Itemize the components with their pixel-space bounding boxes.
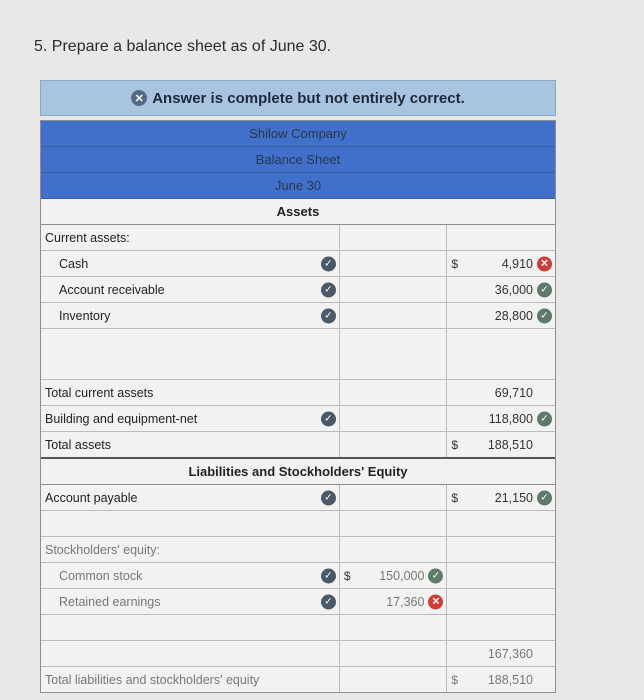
table-row — [41, 641, 555, 667]
correct-icon: ✓ — [321, 568, 336, 583]
inventory-col2[interactable] — [340, 303, 448, 328]
statement-date: June 30 — [41, 173, 555, 199]
ar-amount-field[interactable]: 36,000 ✓ — [447, 277, 555, 302]
correct-icon: ✓ — [321, 490, 336, 505]
inventory-amount-field[interactable]: 28,800 ✓ — [447, 303, 555, 328]
correct-icon: ✓ — [537, 411, 552, 426]
cs-amount-field[interactable]: $ 150,000 ✓ — [340, 563, 448, 588]
correct-icon: ✓ — [321, 411, 336, 426]
blank-account-select[interactable] — [41, 329, 340, 379]
company-name: Shilow Company — [41, 121, 555, 147]
banner-text: Answer is complete but not entirely correct. — [152, 89, 465, 107]
table-row — [41, 667, 555, 692]
cash-col2[interactable] — [340, 251, 448, 276]
total-current-assets-value: 69,710 — [494, 385, 533, 400]
table-row — [41, 511, 555, 537]
current-assets-label: Current assets: — [41, 225, 340, 250]
total-current-assets-label: Total current assets — [41, 380, 340, 405]
incorrect-icon: ✕ — [131, 90, 147, 106]
table-row — [41, 537, 555, 563]
incorrect-icon: ✕ — [537, 256, 552, 271]
re-amount-field[interactable]: 17,360 ✕ — [340, 589, 448, 614]
table-row — [41, 589, 555, 615]
correct-icon: ✓ — [321, 308, 336, 323]
re-account-select[interactable]: Retained earnings ✓ — [41, 589, 340, 614]
building-amount-field[interactable]: 118,800 ✓ — [447, 406, 555, 431]
ap-amount-field[interactable]: $ 21,150 ✓ — [447, 485, 555, 510]
se-total-value: 167,360 — [487, 646, 533, 661]
correct-icon: ✓ — [321, 282, 336, 297]
liabilities-heading: Liabilities and Stockholders' Equity — [41, 459, 555, 485]
correct-icon: ✓ — [537, 308, 552, 323]
correct-icon: ✓ — [321, 256, 336, 271]
table-row — [41, 277, 555, 303]
table-row — [41, 251, 555, 277]
total-assets-label: Total assets — [41, 432, 340, 457]
balance-sheet — [40, 120, 556, 693]
total-le-value: $ 188,510 — [451, 672, 533, 687]
assets-heading: Assets — [41, 199, 555, 225]
table-row — [41, 563, 555, 589]
table-row — [41, 485, 555, 511]
cs-account-select[interactable]: Common stock ✓ — [41, 563, 340, 588]
correct-icon: ✓ — [537, 490, 552, 505]
correct-icon: ✓ — [537, 282, 552, 297]
ap-account-select[interactable]: Account payable ✓ — [41, 485, 340, 510]
se-label: Stockholders' equity: — [41, 537, 340, 562]
blank-account-select[interactable] — [41, 511, 340, 536]
ar-account-select[interactable]: Account receivable ✓ — [41, 277, 340, 302]
table-row — [41, 406, 555, 432]
cash-account-select[interactable]: Cash ✓ — [41, 251, 340, 276]
table-row — [41, 303, 555, 329]
inventory-account-select[interactable]: Inventory ✓ — [41, 303, 340, 328]
total-le-label: Total liabilities and stockholders' equity — [41, 667, 340, 692]
total-assets-value: $ 188,510 — [451, 437, 533, 452]
correct-icon: ✓ — [428, 568, 443, 583]
blank-col3[interactable] — [447, 329, 555, 379]
statement-title: Balance Sheet — [41, 147, 555, 173]
result-banner — [40, 80, 556, 116]
table-row — [41, 380, 555, 406]
question-text: 5. Prepare a balance sheet as of June 30. — [34, 38, 332, 55]
blank-col2[interactable] — [340, 329, 448, 379]
table-row — [41, 432, 555, 459]
correct-icon: ✓ — [321, 594, 336, 609]
ar-col2[interactable] — [340, 277, 448, 302]
table-row — [41, 329, 555, 380]
table-row — [41, 615, 555, 641]
building-account-select[interactable]: Building and equipment-net ✓ — [41, 406, 340, 431]
incorrect-icon: ✕ — [428, 594, 443, 609]
table-row — [41, 225, 555, 251]
cash-amount-field[interactable]: $ 4,910 ✕ — [447, 251, 555, 276]
